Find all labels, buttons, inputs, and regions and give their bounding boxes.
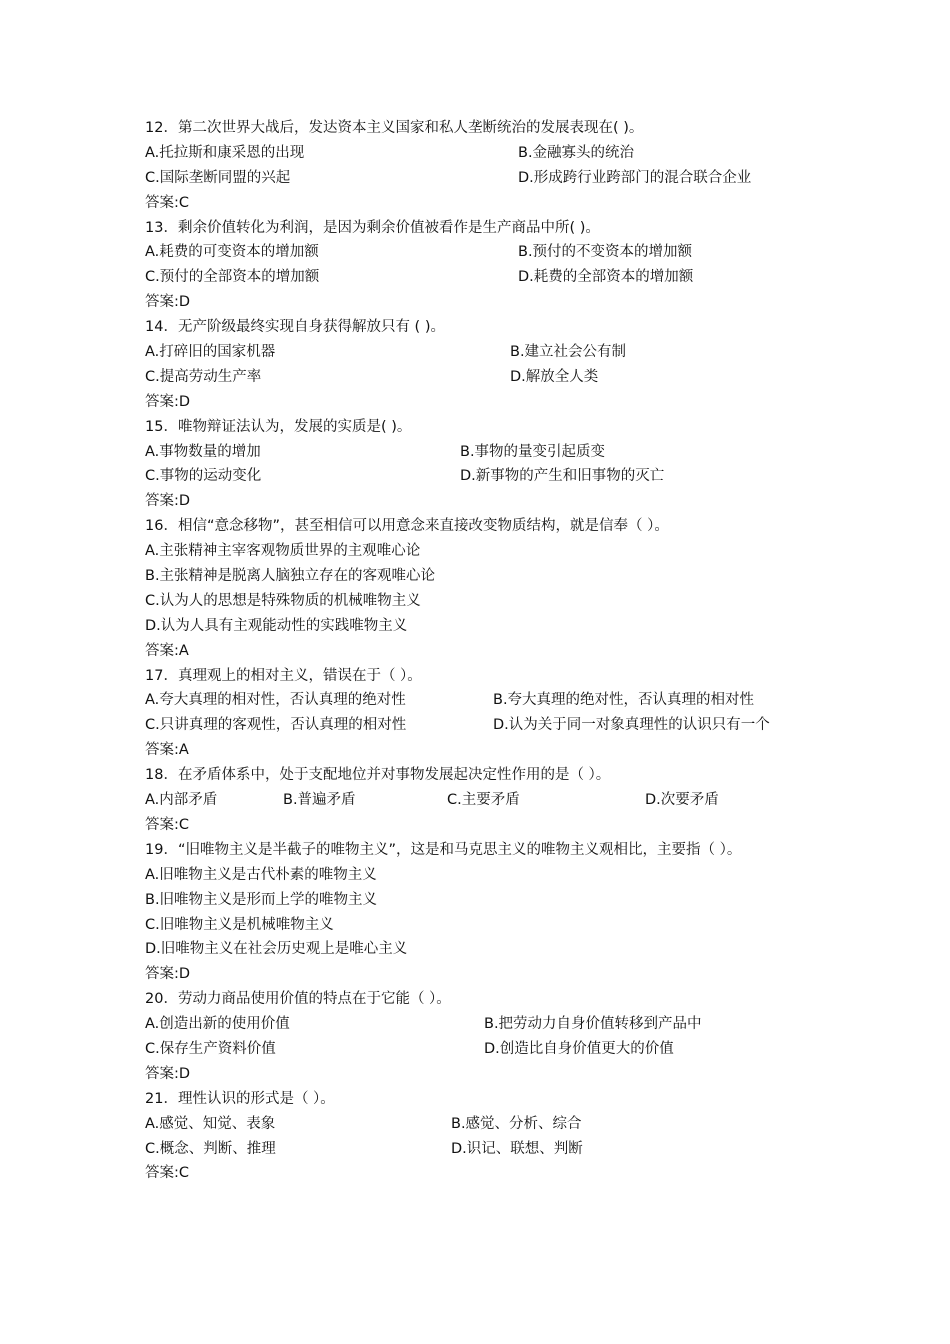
answer-key: 答案:C bbox=[145, 816, 190, 833]
question-stem: 18．在矛盾体系中，处于支配地位并对事物发展起决定性作用的是（ ）。 bbox=[145, 767, 611, 784]
answer-option: B.旧唯物主义是形而上学的唯物主义 bbox=[145, 891, 378, 908]
answer-option: D.旧唯物主义在社会历史观上是唯心主义 bbox=[145, 941, 408, 958]
question-block bbox=[145, 216, 825, 316]
option-row bbox=[145, 1012, 825, 1037]
answer-option: D.认为人具有主观能动性的实践唯物主义 bbox=[145, 617, 408, 634]
answer-option: A.旧唯物主义是古代朴素的唯物主义 bbox=[145, 866, 377, 883]
option-row bbox=[145, 539, 825, 564]
question-stem: 12．第二次世界大战后，发达资本主义国家和私人垄断统治的发展表现在( )。 bbox=[145, 120, 644, 136]
answer-option: A.感觉、知觉、表象 bbox=[145, 1115, 276, 1132]
question-stem: 19．“旧唯物主义是半截子的唯物主义”，这是和马克思主义的唯物主义观相比，主要指（ ）。 bbox=[145, 841, 742, 858]
answer-option: C.主要矛盾 bbox=[447, 792, 520, 809]
option-row bbox=[145, 340, 825, 365]
option-row bbox=[145, 265, 825, 290]
answer-option: A.内部矛盾 bbox=[145, 792, 218, 809]
answer-key: 答案:A bbox=[145, 642, 189, 659]
question-block bbox=[145, 315, 825, 415]
answer-option: C.预付的全部资本的增加额 bbox=[145, 269, 320, 286]
question-block bbox=[145, 838, 825, 987]
answer-option: D.创造比自身价值更大的价值 bbox=[484, 1040, 674, 1057]
question-stem: 15．唯物辩证法认为，发展的实质是( )。 bbox=[145, 418, 412, 435]
option-row bbox=[145, 913, 825, 938]
answer-option: B.金融寡头的统治 bbox=[518, 144, 635, 161]
answer-option: D.识记、联想、判断 bbox=[451, 1140, 583, 1157]
answer-option: A.托拉斯和康采恩的出现 bbox=[145, 144, 305, 161]
question-stem: 21．理性认识的形式是（ ）。 bbox=[145, 1090, 335, 1107]
answer-option: C.只讲真理的客观性，否认真理的相对性 bbox=[145, 717, 407, 734]
option-row bbox=[145, 713, 825, 738]
answer-option: C.保存生产资料价值 bbox=[145, 1040, 276, 1057]
option-row bbox=[145, 614, 825, 639]
question-block bbox=[145, 415, 825, 515]
answer-option: B.普遍矛盾 bbox=[283, 792, 356, 809]
answer-option: D.解放全人类 bbox=[510, 368, 599, 385]
answer-option: B.主张精神是脱离人脑独立存在的客观唯心论 bbox=[145, 568, 436, 585]
question-block bbox=[145, 514, 825, 663]
answer-option: B.事物的量变引起质变 bbox=[460, 443, 606, 460]
option-row bbox=[145, 564, 825, 589]
answer-key: 答案:A bbox=[145, 742, 189, 759]
answer-option: D.次要矛盾 bbox=[645, 792, 719, 809]
option-row bbox=[145, 1137, 825, 1162]
question-list bbox=[145, 116, 825, 1186]
answer-key: 答案:D bbox=[145, 966, 191, 983]
option-row bbox=[145, 141, 825, 166]
question-block bbox=[145, 763, 825, 838]
answer-option: B.预付的不变资本的增加额 bbox=[518, 244, 693, 261]
answer-option: A.主张精神主宰客观物质世界的主观唯心论 bbox=[145, 543, 421, 560]
question-block bbox=[145, 116, 825, 216]
question-stem: 20．劳动力商品使用价值的特点在于它能（ ）。 bbox=[145, 991, 451, 1008]
option-row bbox=[145, 240, 825, 265]
question-stem: 13．剩余价值转化为利润，是因为剩余价值被看作是生产商品中所( )。 bbox=[145, 219, 600, 236]
option-row bbox=[145, 863, 825, 888]
option-row bbox=[145, 1112, 825, 1137]
option-row bbox=[145, 589, 825, 614]
answer-key: 答案:D bbox=[145, 393, 191, 410]
option-row bbox=[145, 688, 825, 713]
option-row bbox=[145, 166, 825, 191]
answer-option: D.新事物的产生和旧事物的灭亡 bbox=[460, 468, 665, 485]
answer-option: B.建立社会公有制 bbox=[510, 344, 627, 361]
answer-option: D.形成跨行业跨部门的混合联合企业 bbox=[518, 169, 752, 186]
answer-option: C.事物的运动变化 bbox=[145, 468, 262, 485]
answer-option: A.创造出新的使用价值 bbox=[145, 1016, 290, 1033]
question-block bbox=[145, 1087, 825, 1187]
option-row bbox=[145, 1037, 825, 1062]
answer-option: C.提高劳动生产率 bbox=[145, 368, 262, 385]
option-row bbox=[145, 888, 825, 913]
option-row bbox=[145, 464, 825, 489]
answer-key: 答案:D bbox=[145, 294, 191, 311]
answer-option: B.夸大真理的绝对性，否认真理的相对性 bbox=[493, 692, 755, 709]
answer-option: D.耗费的全部资本的增加额 bbox=[518, 269, 694, 286]
question-stem: 17．真理观上的相对主义，错误在于（ ）。 bbox=[145, 667, 422, 684]
question-stem: 14．无产阶级最终实现自身获得解放只有 ( )。 bbox=[145, 319, 445, 336]
option-row bbox=[145, 937, 825, 962]
answer-option: C.旧唯物主义是机械唯物主义 bbox=[145, 916, 334, 933]
option-row bbox=[145, 788, 825, 813]
answer-option: B.感觉、分析、综合 bbox=[451, 1115, 582, 1132]
answer-option: C.国际垄断同盟的兴起 bbox=[145, 169, 291, 186]
answer-option: C.概念、判断、推理 bbox=[145, 1140, 276, 1157]
question-block bbox=[145, 664, 825, 764]
option-row bbox=[145, 365, 825, 390]
answer-option: A.夸大真理的相对性，否认真理的绝对性 bbox=[145, 692, 406, 709]
question-stem: 16．相信“意念移物”，甚至相信可以用意念来直接改变物质结构，就是信奉（ ）。 bbox=[145, 518, 669, 535]
answer-option: D.认为关于同一对象真理性的认识只有一个 bbox=[493, 717, 770, 734]
answer-option: A.耗费的可变资本的增加额 bbox=[145, 244, 319, 261]
answer-option: A.打碎旧的国家机器 bbox=[145, 344, 276, 361]
answer-key: 答案:D bbox=[145, 493, 191, 510]
answer-key: 答案:D bbox=[145, 1065, 191, 1082]
answer-option: B.把劳动力自身价值转移到产品中 bbox=[484, 1016, 702, 1033]
answer-option: A.事物数量的增加 bbox=[145, 443, 261, 460]
answer-key: 答案:C bbox=[145, 1165, 190, 1182]
option-row bbox=[145, 440, 825, 465]
answer-option: C.认为人的思想是特殊物质的机械唯物主义 bbox=[145, 592, 421, 609]
answer-key: 答案:C bbox=[145, 194, 190, 211]
question-block bbox=[145, 987, 825, 1087]
